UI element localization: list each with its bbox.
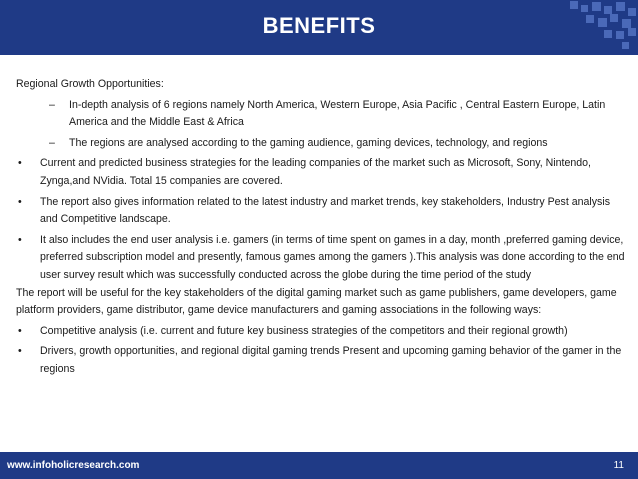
decorative-square: [616, 2, 625, 11]
decorative-square: [581, 5, 588, 12]
list-item: [16, 97, 626, 132]
decorative-square: [592, 2, 601, 11]
content-body: [16, 76, 626, 379]
decorative-square: [628, 8, 636, 16]
list-item: [16, 343, 626, 378]
dash-marker: –: [49, 136, 55, 149]
list-item: [16, 232, 626, 285]
decorative-square: [616, 31, 624, 39]
website-link[interactable]: www.infoholicresearch.com: [7, 460, 140, 471]
bullet-marker: •: [18, 195, 22, 208]
page-number: 11: [613, 460, 624, 471]
list-item-text: Current and predicted business strategies for the leading companies of the market such as Microsoft, Sony, Nintendo, Zynga,and NVidia. Total 15 companies are covered.: [40, 157, 591, 187]
body-paragraph: The report will be useful for the key stakeholders of the digital gaming market such as game publishers, game developers, game platform providers, game distributor, game device manufacturers and gaming associations in the following ways:: [16, 286, 617, 317]
decorative-square: [604, 6, 612, 14]
decorative-square: [622, 19, 631, 28]
list-item: [16, 135, 626, 153]
decorative-square: [598, 18, 607, 27]
decorative-square: [604, 30, 612, 38]
list-item-text: It also includes the end user analysis i.e. gamers (in terms of time spent on games in a day, month ,preferred gaming device, preferred subscription model and presently, famous games among the gamers ).This analysis was done according to the end user survey result which was successfully conducted across the globe during the time period of the study: [40, 233, 625, 281]
decorative-square: [628, 28, 636, 36]
decorative-square: [622, 42, 629, 49]
list-item-text: Competitive analysis (i.e. current and future key business strategies of the competitors and their regional growth): [40, 324, 568, 337]
dash-marker: –: [49, 98, 55, 111]
intro-heading: Regional Growth Opportunities:: [16, 78, 164, 90]
bullet-marker: •: [18, 345, 22, 358]
list-item-text: Drivers, growth opportunities, and regional digital gaming trends Present and upcoming gaming behavior of the gamer in the regions: [40, 345, 622, 375]
header-bar: [0, 0, 638, 55]
list-item-text: In-depth analysis of 6 regions namely North America, Western Europe, Asia Pacific , Central Eastern Europe, Latin America and the Middle East & Africa: [69, 98, 606, 129]
decorative-square: [570, 1, 578, 9]
page-title: BENEFITS: [262, 13, 376, 38]
list-item-text: The report also gives information related to the latest industry and market trends, key stakeholders, Industry Pest analysis and Competitive landscape.: [40, 195, 610, 226]
bullet-marker: •: [18, 233, 22, 246]
bullet-marker: •: [18, 157, 22, 170]
decorative-square: [586, 15, 594, 23]
list-item: [16, 194, 626, 229]
list-item-text: The regions are analysed according to the gaming audience, gaming devices, technology, and regions: [69, 136, 548, 149]
list-item: [16, 155, 626, 190]
list-item: [16, 323, 626, 341]
decorative-square: [610, 14, 618, 22]
bullet-marker: •: [18, 324, 22, 337]
